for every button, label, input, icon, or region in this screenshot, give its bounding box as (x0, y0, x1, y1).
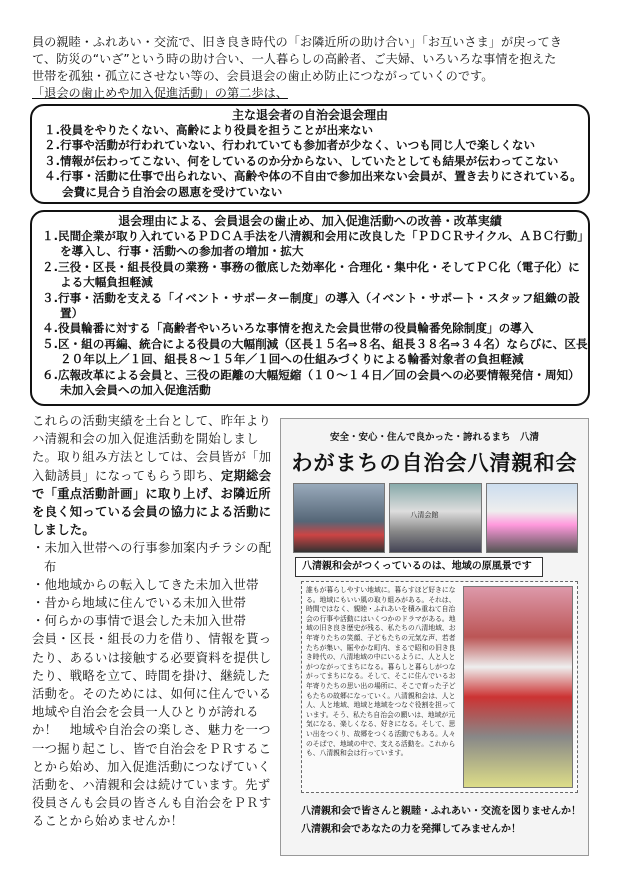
poster-photo-strip (293, 483, 578, 553)
improvement-item: ３.行事・活動を支える「イベント・サポーター制度」の導入（イベント・サポート・スタッフ組織の設置） (42, 290, 580, 321)
intro-line-3: 世帯を孤独・孤立にさせない等の、会員退会の歯止め防止につながっていくのです。 (32, 69, 494, 83)
improvement-item: ４.役員輪番に対する「高齢者やいろいろな事情を抱えた会員世帯の役員輪番免除制度」の導入 (42, 321, 534, 336)
body-column (32, 412, 272, 831)
poster-banner: 八清親和会がつくっているのは、地域の原風景です (295, 557, 543, 577)
cherry-blossom-photo (486, 483, 578, 553)
reason-item: ４.行事・活動に仕事で出られない、高齢や体の不自由で参加出来ない会員が、置き去りにされている。会費に見合う自治会の恩恵を受けていない (44, 169, 582, 199)
improvement-item: １.民間企業が取り入れているＰＤＣＡ手法を八清親和会用に改良した「ＰＤＣＲサイクル、ＡＢＣ行動」を導入し、行事・活動への参加者の増加・拡大 (42, 229, 584, 259)
association-poster (280, 418, 589, 856)
intro-line-2: て、防災の“いざ”という時の助け合い、一人暮らしの高齢者、ご夫婦、いろいろな事情を抱えた (32, 52, 557, 66)
body-paragraph-1 (32, 412, 272, 539)
community-hall-photo (389, 483, 481, 553)
reason-item: ２.行事や活動が行われていない、行われていても参加者が少なく、いつも同じ人で楽しくない (44, 138, 536, 153)
intro-line-1: 員の親睦・ふれあい・交流で、旧き良き時代の「お隣近所の助け合い」「お互いさま」が戻ってき (32, 35, 562, 49)
improvement-item: ２.三役・区長・組長役員の業務・事務の徹底した効率化・合理化・集中化・そしてＰＣ化（電子化）による大幅負担軽減 (42, 259, 580, 290)
withdrawal-reasons-box (30, 104, 590, 204)
target-household-item: ・昔から地域に住んでいる未加入世帯 (32, 596, 247, 611)
target-household-item: ・何らかの事情で退会した未加入世帯 (32, 614, 247, 629)
body-paragraph-1-text: これらの活動実績を土台として、昨年よりハ清親和会の加入促進活動を開始しました。取り組み方法としては、会員皆が「加入勧誘員」になってもらう即ち、 (32, 414, 272, 483)
target-households-list (32, 539, 272, 630)
poster-footer (301, 803, 581, 839)
hall-sign: 八清会館 (410, 511, 439, 519)
poster-footer-line-2: 八清親和会であなたの力を発揮してみませんか！ (301, 824, 521, 835)
intro-paragraph (32, 34, 588, 102)
poster-message-panel (301, 581, 578, 793)
improvement-item: ６.広報改革による会員と、三役の距離の大幅短縮（１０～１４日／回の会員への必要情報発信・周知）未加入会員への加入促進活動 (42, 367, 580, 398)
poster-tagline: 安全・安心・住んで良かった・誇れるまち 八清 (329, 432, 539, 443)
event-photo-collage (463, 586, 573, 788)
withdrawal-reasons-list (32, 123, 588, 200)
improvement-results-box (30, 210, 590, 406)
poster-title: わがまちの自治会八清親和会 (291, 451, 578, 475)
body-paragraph-2: 会員・区長・組長の力を借り、情報を貰ったり、あるいは接触する必要資料を提供したり、戦略を立て、時間を掛け、継続した活動を。そのためには、如何に住んでいる地域や自治会を会員一人ひとりが誇れるか！ 地域や自治会の楽しさ、魅力を一つ一つ掘り起こし、皆で自治会をＰＲすることから始め、加入促進活動につなげていく活動を、ハ清親和会は続けています。先ず役員さんも会員の皆さんも自治会をＰＲすることから始めませんか！ (32, 632, 272, 829)
improvement-results-title: 退会理由による、会員退会の歯止め、加入促進活動への改善・改革実績 (118, 214, 502, 228)
intro-line-4: 「退会の歯止めや加入促進活動」の第二歩は、 (32, 86, 288, 100)
festival-photo (293, 483, 385, 553)
improvement-item: ５.区・組の再編、統合による役員の大幅削減（区長１５名⇒８名、組長３８名⇒３４名）ならびに、区長２０年以上／１回、組長８～１５年／１回への仕組みづくりによる輪番対象者の負担軽減 (42, 336, 588, 367)
reason-item: ３.情報が伝わってこない、何をしているのか分からない、していたとしても結果が伝わってこない (44, 153, 559, 168)
improvement-results-list (32, 229, 588, 398)
withdrawal-reasons-title: 主な退会者の自治会退会理由 (231, 108, 388, 122)
poster-footer-line-1: 八清親和会で皆さんと親睦・ふれあい・交流を図りませんか！ (301, 806, 581, 817)
target-household-item: ・未加入世帯への行事参加案内チラシの配布 (32, 541, 272, 574)
reason-item: １.役員をやりたくない、高齢により役員を担うことが出来ない (44, 123, 374, 137)
target-household-item: ・他地域からの転入してきた未加入世帯 (32, 577, 259, 592)
body-paragraph-1-emphasis: 定期総会で「重点活動計画」に取り上げ、お隣近所を良く知っている会員の協力による活動にしました。 (32, 468, 272, 538)
poster-message-text: 誰もが暮らしやすい地域に。暮らすほど好きになる。地域にもいい風の取り組みがある。それは、時間ではなく、親睦・ふれあいを積み重ねて自治会の行事や活動にはいくつかのドラマがある。地域の旧き良き歴史が残る、私たちの八清地域、お年寄りたちの笑顔、子どもたちの元気な声、若者たちが集い、賑やかな町内、まるで昭和の旧き良き時代の、八清地域の中にいるように、人と人とがつながってまちになる。暮らしと暮らしがつながってまちになる。そして、そこに住んでいるお年寄りたちの思い出の場所に、そこで育った子どもたちの故郷になっていく。八清親和会は、人と人、人と地域、地域と地域をつなぐ役割を担っています。そう、私たち自治会の願いは、地域が元気になる、楽しくなる、好きになる。そして、思い出をつくり、故郷をつくる活動でもある。人々のそばで、地域の中で、支える活動を。これからも、八清親和会は行っています。 (306, 586, 456, 758)
